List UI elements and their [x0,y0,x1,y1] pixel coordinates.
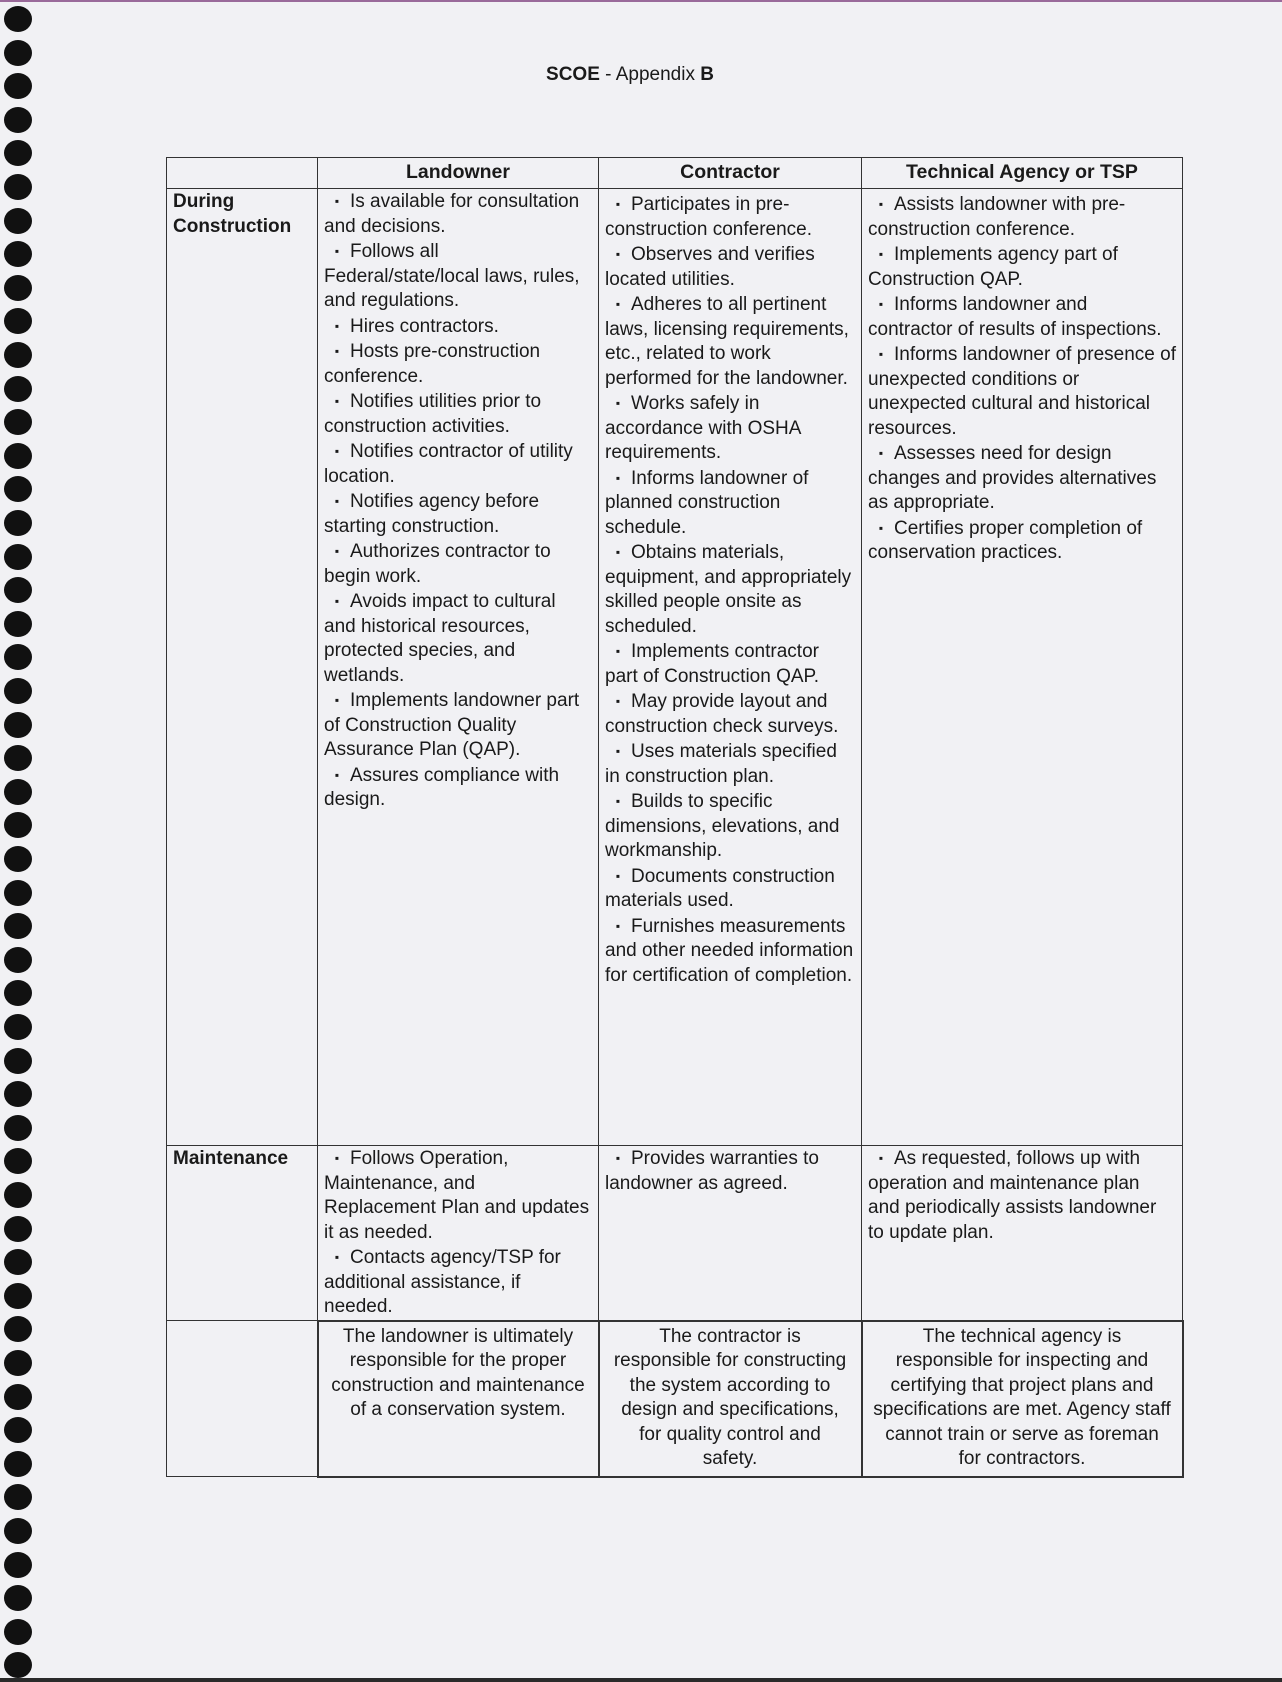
binding-hole-icon [4,1552,32,1578]
bullet-icon: ▪ [615,744,621,758]
bullet-icon: ▪ [334,693,340,707]
list-item-text: Uses materials specified in construction plan. [605,741,837,787]
binding-hole-icon [4,779,32,805]
summary-landowner: The landowner is ultimately responsible for the proper construction and maintenance of a conservation system. [318,1321,599,1477]
bullet-icon: ▪ [615,470,621,485]
list-item [324,189,592,239]
bullet-icon: ▪ [615,794,621,808]
list-item-text: Hosts pre-construction conference. [324,341,541,387]
maintenance-tsp-cell [862,1146,1183,1321]
list-item-text: Documents construction materials used. [605,865,835,911]
list-item [324,314,592,340]
summary-contractor: The contractor is responsible for constructing the system according to design and specifications, for quality control and safety. [599,1321,862,1477]
bullet-icon: ▪ [878,520,884,535]
list-item-text: Assesses need for design changes and provides alternatives as appropriate. [868,443,1157,513]
binding-hole-icon [4,1417,32,1443]
list-item-text: Informs landowner of presence of unexpected conditions or unexpected cultural and historical resources. [868,344,1176,439]
binding-hole-icon [4,1182,32,1208]
bullet-icon: ▪ [615,247,621,261]
binding-hole-icon [4,1148,32,1174]
list-item-text: Informs landowner and contractor of results of inspections. [868,294,1162,340]
title-letter: B [700,64,714,85]
binding-hole-icon [4,342,32,368]
binding-hole-icon [4,745,32,771]
list-item-text: Certifies proper completion of conservation practices. [868,517,1143,563]
binding-hole-icon [4,611,32,637]
bullet-icon: ▪ [878,247,884,261]
list-item-text: Participates in pre-construction conference. [605,194,813,240]
list-item [605,1146,855,1196]
header-corner [167,158,318,189]
binding-hole-icon [4,1216,32,1242]
binding-hole-icon [4,1451,32,1477]
binding-hole-icon [4,275,32,301]
header-tsp: Technical Agency or TSP [862,158,1183,189]
bullet-icon: ▪ [615,868,621,883]
bullet-icon: ▪ [878,347,884,361]
maintenance-tsp-list [868,1146,1176,1245]
summary-tsp: The technical agency is responsible for inspecting and certifying that project plans and specifications are met. Agency staff cannot train or serve as foreman for contractors. [862,1321,1183,1477]
binding-hole-icon [4,308,32,334]
binding-hole-icon [4,208,32,234]
bullet-icon: ▪ [334,444,340,458]
list-item [324,239,592,314]
maintenance-label: Maintenance [167,1146,318,1321]
list-item-text: Assures compliance with design. [324,764,560,810]
list-item-text: Notifies utilities prior to construction activities. [324,391,542,437]
bullet-icon: ▪ [334,194,340,208]
list-item [605,639,855,689]
list-item [324,489,592,539]
binding-hole-icon [4,1652,32,1678]
header-row [167,158,1183,189]
list-item-text: Notifies agency before starting construction. [324,491,540,537]
during-landowner-list [324,189,592,813]
bullet-icon: ▪ [878,446,884,460]
bullet-icon: ▪ [615,644,621,658]
during-construction-label [167,189,318,1146]
during-landowner-cell [318,189,599,1146]
summary-row [167,1321,1183,1477]
list-item-text: Follows Operation, Maintenance, and Replacement Plan and updates it as needed. [324,1148,590,1243]
list-item [868,192,1176,242]
bullet-icon: ▪ [334,1151,340,1165]
list-item [324,763,592,813]
bullet-icon: ▪ [334,594,340,608]
list-item-text: Observes and verifies located utilities. [605,244,815,290]
binding-hole-icon [4,812,32,838]
list-item-text: Furnishes measurements and other needed information for certification of completion. [605,915,854,986]
list-item [605,789,855,864]
list-item-text: Implements landowner part of Construction Quality Assurance Plan (QAP). [324,690,580,760]
bullet-icon: ▪ [615,545,621,559]
bullet-icon: ▪ [878,1151,884,1165]
list-item [605,689,855,739]
binding-hole-icon [4,443,32,469]
binding-hole-icon [4,1585,32,1611]
binding-hole-icon [4,1081,32,1107]
binding-hole-icon [4,6,32,32]
binding-hole-icon [4,1316,32,1342]
row-label-line2: Construction [173,215,292,237]
binding-hole-icon [4,947,32,973]
list-item-text: Notifies contractor of utility location. [324,441,573,487]
header-contractor: Contractor [599,158,862,189]
binding-hole-icon [4,980,32,1006]
binding-hole-icon [4,712,32,738]
bullet-icon: ▪ [334,318,340,333]
list-item [868,516,1176,566]
title-separator: - [599,64,616,85]
list-item [324,1245,592,1320]
summary-blank [167,1321,318,1477]
bullet-icon: ▪ [615,694,621,708]
list-item [324,439,592,489]
during-construction-row [167,189,1183,1146]
list-item-text: Builds to specific dimensions, elevations, and workmanship. [605,791,840,861]
binding-hole-icon [4,1484,32,1510]
page-bottom-edge [0,1678,1282,1682]
list-item-text: Hires contractors. [350,315,499,337]
binding-hole-icon [4,1619,32,1645]
binding-hole-icon [4,510,32,536]
binding-hole-icon [4,174,32,200]
bullet-icon: ▪ [334,767,340,782]
list-item-text: Obtains materials, equipment, and appropriately skilled people onsite as scheduled. [605,542,852,637]
binding-holes [4,0,44,1682]
binding-hole-icon [4,1350,32,1376]
header-landowner: Landowner [318,158,599,189]
list-item [605,540,855,639]
title-appendix: Appendix [615,64,701,85]
bullet-icon: ▪ [334,244,340,258]
during-contractor-list [605,192,855,988]
bullet-icon: ▪ [334,394,340,408]
bullet-icon: ▪ [615,297,621,311]
binding-hole-icon [4,107,32,133]
during-tsp-list [868,192,1176,566]
binding-hole-icon [4,913,32,939]
binding-hole-icon [4,241,32,267]
list-item [324,688,592,763]
list-item-text: Informs landowner of planned construction schedule. [605,467,809,538]
binding-hole-icon [4,476,32,502]
list-item [324,539,592,589]
binding-hole-icon [4,1283,32,1309]
binding-hole-icon [4,678,32,704]
list-item-text: Implements agency part of Construction QAP. [868,244,1118,290]
title-scoe: SCOE [546,64,600,85]
binding-hole-icon [4,140,32,166]
list-item-text: Authorizes contractor to begin work. [324,541,551,587]
maintenance-landowner-list [324,1146,592,1320]
list-item [605,914,855,989]
bullet-icon: ▪ [334,344,340,358]
list-item [868,342,1176,441]
page-title [0,64,1260,86]
bullet-icon: ▪ [615,197,621,211]
list-item [605,292,855,391]
maintenance-landowner-cell [318,1146,599,1321]
list-item [605,242,855,292]
bullet-icon: ▪ [615,1151,621,1165]
list-item-text: Contacts agency/TSP for additional assistance, if needed. [324,1247,561,1317]
list-item [868,1146,1176,1245]
page-top-edge [0,0,1282,2]
row-label-line1: During [173,191,235,212]
binding-hole-icon [4,1518,32,1544]
binding-hole-icon [4,880,32,906]
binding-hole-icon [4,376,32,402]
list-item [868,242,1176,292]
list-item-text: Assists landowner with pre-construction conference. [868,194,1126,240]
list-item [324,339,592,389]
bullet-icon: ▪ [334,1250,340,1264]
responsibility-table [166,157,1184,1478]
list-item [324,1146,592,1245]
bullet-icon: ▪ [615,396,621,410]
binding-hole-icon [4,1115,32,1141]
binding-hole-icon [4,1048,32,1074]
bullet-icon: ▪ [878,297,884,311]
list-item [605,192,855,242]
list-item [324,389,592,439]
list-item-text: As requested, follows up with operation and maintenance plan and periodically assists landowner to update plan. [868,1148,1157,1243]
binding-hole-icon [4,544,32,570]
bullet-icon: ▪ [878,197,884,211]
bullet-icon: ▪ [334,494,340,508]
maintenance-row [167,1146,1183,1321]
during-tsp-cell [862,189,1183,1146]
list-item [605,391,855,466]
list-item [605,739,855,789]
list-item-text: May provide layout and construction check surveys. [605,691,839,737]
maintenance-contractor-list [605,1146,855,1196]
maintenance-contractor-cell [599,1146,862,1321]
list-item-text: Follows all Federal/state/local laws, rules, and regulations. [324,241,580,311]
list-item-text: Is available for consultation and decisions. [324,191,580,237]
bullet-icon: ▪ [334,544,340,558]
list-item-text: Works safely in accordance with OSHA requirements. [605,393,801,463]
binding-hole-icon [4,644,32,670]
list-item-text: Provides warranties to landowner as agreed. [605,1148,819,1194]
during-contractor-cell [599,189,862,1146]
list-item-text: Adheres to all pertinent laws, licensing requirements, etc., related to work performed for the landowner. [605,294,849,389]
list-item-text: Implements contractor part of Construction QAP. [605,641,820,687]
list-item [868,292,1176,342]
list-item [324,589,592,688]
binding-hole-icon [4,1384,32,1410]
binding-hole-icon [4,409,32,435]
binding-hole-icon [4,1014,32,1040]
list-item [605,466,855,541]
binding-hole-icon [4,577,32,603]
binding-hole-icon [4,846,32,872]
bullet-icon: ▪ [615,918,621,933]
list-item-text: Avoids impact to cultural and historical resources, protected species, and wetlands. [324,591,556,686]
list-item [605,864,855,914]
binding-hole-icon [4,40,32,66]
binding-hole-icon [4,1249,32,1275]
list-item [868,441,1176,516]
